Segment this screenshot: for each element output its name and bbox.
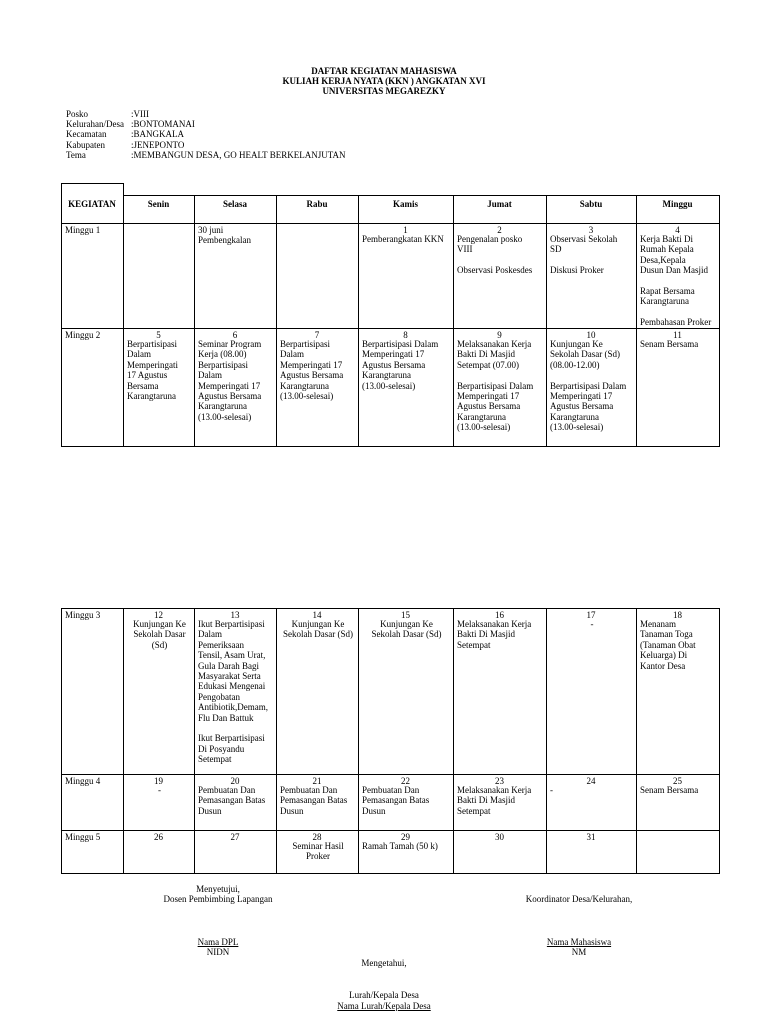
dpl-title: Dosen Pembimbing Lapangan: [163, 894, 273, 904]
week-label: Minggu 4: [65, 776, 101, 786]
doc-title-line2: KULIAH KERJA NYATA (KKN ) ANGKATAN XVI: [282, 76, 486, 86]
day-number: 8: [403, 330, 408, 340]
activity-cell: Melaksanakan Kerja Bakti Di Masjid Setempat: [457, 619, 532, 650]
dpl-id: NIDN: [206, 947, 230, 957]
day-number: 24: [586, 776, 596, 786]
day-number: 27: [230, 832, 240, 842]
day-number: 4: [675, 225, 680, 235]
doc-title-line3: UNIVERSITAS MEGAREZKY: [322, 86, 446, 96]
day-number: 19: [154, 776, 163, 786]
table-border: [61, 183, 62, 195]
activity-cell: Seminar Program Kerja (08.00) Berpartisipasi Dalam Memperingati 17 Agustus Bersama Karangtaruna (13.00-selesai): [198, 339, 262, 422]
header-day: Minggu: [662, 199, 693, 209]
activity-cell: Senam Bersama: [640, 785, 699, 795]
table-border: [61, 774, 720, 775]
table-border: [61, 195, 62, 447]
info-key-kelurahan: Kelurahan/Desa: [66, 119, 124, 129]
info-key-posko: Posko: [66, 109, 89, 119]
activity-cell: Pembuatan Dan Pemasangan Batas Dusun: [198, 785, 266, 816]
header-day: Sabtu: [579, 199, 603, 209]
activity-cell: Senam Bersama: [640, 339, 699, 349]
day-number: 26: [154, 832, 163, 842]
table-border: [123, 195, 720, 196]
table-border: [636, 608, 637, 874]
activity-cell: 30 juni Pembengkalan: [198, 225, 251, 246]
activity-cell: Ramah Tamah (50 k): [362, 841, 438, 851]
activity-cell: -: [158, 785, 161, 795]
day-number: 16: [495, 610, 504, 620]
table-border: [61, 446, 720, 447]
day-number: 14: [312, 610, 322, 620]
doc-title-line1: DAFTAR KEGIATAN MAHASISWA: [311, 66, 457, 76]
activity-cell: Menanam Tanaman Toga (Tanaman Obat Keluarga) Di Kantor Desa: [640, 619, 696, 671]
week-label: Minggu 2: [65, 330, 101, 340]
day-number: 21: [312, 776, 322, 786]
day-number: 25: [673, 776, 682, 786]
day-number: 9: [497, 330, 502, 340]
activity-cell: Kunjungan Ke Sekolah Dasar (Sd): [133, 619, 186, 650]
day-number: 20: [230, 776, 240, 786]
table-border: [61, 873, 720, 874]
day-number: 22: [401, 776, 410, 786]
day-number: 12: [154, 610, 163, 620]
activity-cell: Melaksanakan Kerja Bakti Di Masjid Setempat: [457, 785, 532, 816]
day-number: 13: [230, 610, 240, 620]
day-number: 18: [673, 610, 682, 620]
week-label: Minggu 3: [65, 610, 101, 620]
day-number: 6: [232, 330, 238, 340]
day-number: 23: [495, 776, 504, 786]
village-head-name: Nama Lurah/Kepala Desa: [337, 1001, 431, 1011]
table-border: [719, 608, 720, 874]
table-border: [61, 223, 720, 224]
day-number: 7: [314, 330, 320, 340]
activity-cell: Pembuatan Dan Pemasangan Batas Dusun: [280, 785, 348, 816]
day-number: 11: [673, 330, 682, 340]
table-border: [719, 195, 720, 447]
table-border: [194, 195, 195, 447]
info-key-kecamatan: Kecamatan: [66, 129, 107, 139]
coordinator-id: NM: [571, 947, 587, 957]
table-border: [61, 328, 720, 329]
day-number: 15: [401, 610, 410, 620]
activity-cell: Berpartisipasi Dalam Memperingati 17 Agustus Bersama Karangtaruna (13.00-selesai): [362, 339, 439, 391]
village-head-title: Lurah/Kepala Desa: [349, 990, 419, 1000]
day-number: 5: [156, 330, 161, 340]
coordinator-title: Koordinator Desa/Kelurahan,: [525, 894, 633, 904]
activity-cell: -: [590, 619, 594, 629]
table-border: [61, 608, 720, 609]
activity-cell: Ikut Berpartisipasi Dalam Pemeriksaan Tensil, Asam Urat, Gula Darah Bagi Masyarakat Serta Edukasi Mengenai Pengobatan Antibiotik,Demam, Flu Dan Battuk Ikut Berpartisipasi Di Posyandu Setempat: [198, 619, 268, 765]
activity-cell: Pengenalan posko VIII Observasi Poskesdes: [457, 234, 533, 276]
activity-cell: Kunjungan Ke Sekolah Dasar (Sd): [283, 619, 353, 640]
week-label: Minggu 1: [65, 225, 101, 235]
table-border: [123, 195, 124, 447]
day-number: 10: [586, 330, 596, 340]
info-val-tema: :MEMBANGUN DESA, GO HEALT BERKELANJUTAN: [131, 150, 346, 160]
week-label: Minggu 5: [65, 832, 101, 842]
header-day: Jumat: [487, 199, 512, 209]
header-kegiatan: KEGIATAN: [68, 199, 116, 209]
activity-cell: Kunjungan Ke Sekolah Dasar (Sd): [371, 619, 442, 640]
activity-cell: Pemberangkatan KKN: [362, 234, 444, 244]
info-key-kabupaten: Kabupaten: [66, 140, 105, 150]
day-number: 31: [586, 832, 596, 842]
header-day: Rabu: [306, 199, 328, 209]
day-number: 29: [401, 832, 410, 842]
day-number: 2: [497, 225, 502, 235]
info-val-kelurahan: :BONTOMANAI: [131, 119, 195, 129]
day-number: 30: [495, 832, 504, 842]
table-border: [61, 830, 720, 831]
activity-cell: Seminar Hasil Proker: [292, 841, 344, 862]
day-number: 28: [312, 832, 322, 842]
dpl-name: Nama DPL: [197, 937, 239, 947]
info-val-kabupaten: :JENEPONTO: [131, 140, 185, 150]
info-key-tema: Tema: [66, 150, 86, 160]
activity-cell: Kunjungan Ke Sekolah Dasar (Sd) (08.00-12.00) Berpartisipasi Dalam Memperingati 17 Agustus Bersama Karangtaruna (13.00-selesai): [550, 339, 627, 433]
activity-cell: Berpartisipasi Dalam Memperingati 17 Agustus Bersama Karangtaruna: [127, 339, 178, 402]
table-border: [123, 183, 124, 195]
day-number: 1: [403, 225, 408, 235]
table-border: [276, 195, 277, 447]
info-val-kecamatan: :BANGKALA: [131, 129, 184, 139]
acknowledge-label: Mengetahui,: [361, 958, 407, 968]
approve-label: Menyetujui,: [196, 884, 240, 894]
header-day: Kamis: [392, 199, 418, 209]
day-number: 3: [588, 225, 594, 235]
table-border: [61, 608, 62, 874]
activity-cell: Kerja Bakti Di Rumah Kepala Desa,Kepala Dusun Dan Masjid Rapat Bersama Karangtaruna Pembahasan Proker: [640, 234, 712, 328]
activity-cell: Berpartisipasi Dalam Memperingati 17 Agustus Bersama Karangtaruna (13.00-selesai): [280, 339, 344, 402]
activity-cell: -: [550, 785, 553, 795]
coordinator-name: Nama Mahasiswa: [546, 937, 612, 947]
day-number: 17: [586, 610, 596, 620]
activity-cell: Pembuatan Dan Pemasangan Batas Dusun: [362, 785, 430, 816]
header-day: Selasa: [222, 199, 247, 209]
activity-cell: Melaksanakan Kerja Bakti Di Masjid Setempat (07.00) Berpartisipasi Dalam Memperingati 17 Agustus Bersama Karangtaruna (13.00-selesai): [457, 339, 534, 433]
activity-cell: Observasi Sekolah SD Diskusi Proker: [550, 234, 618, 276]
header-day: Senin: [147, 199, 170, 209]
info-val-posko: :VIII: [131, 109, 149, 119]
table-border: [61, 183, 124, 184]
